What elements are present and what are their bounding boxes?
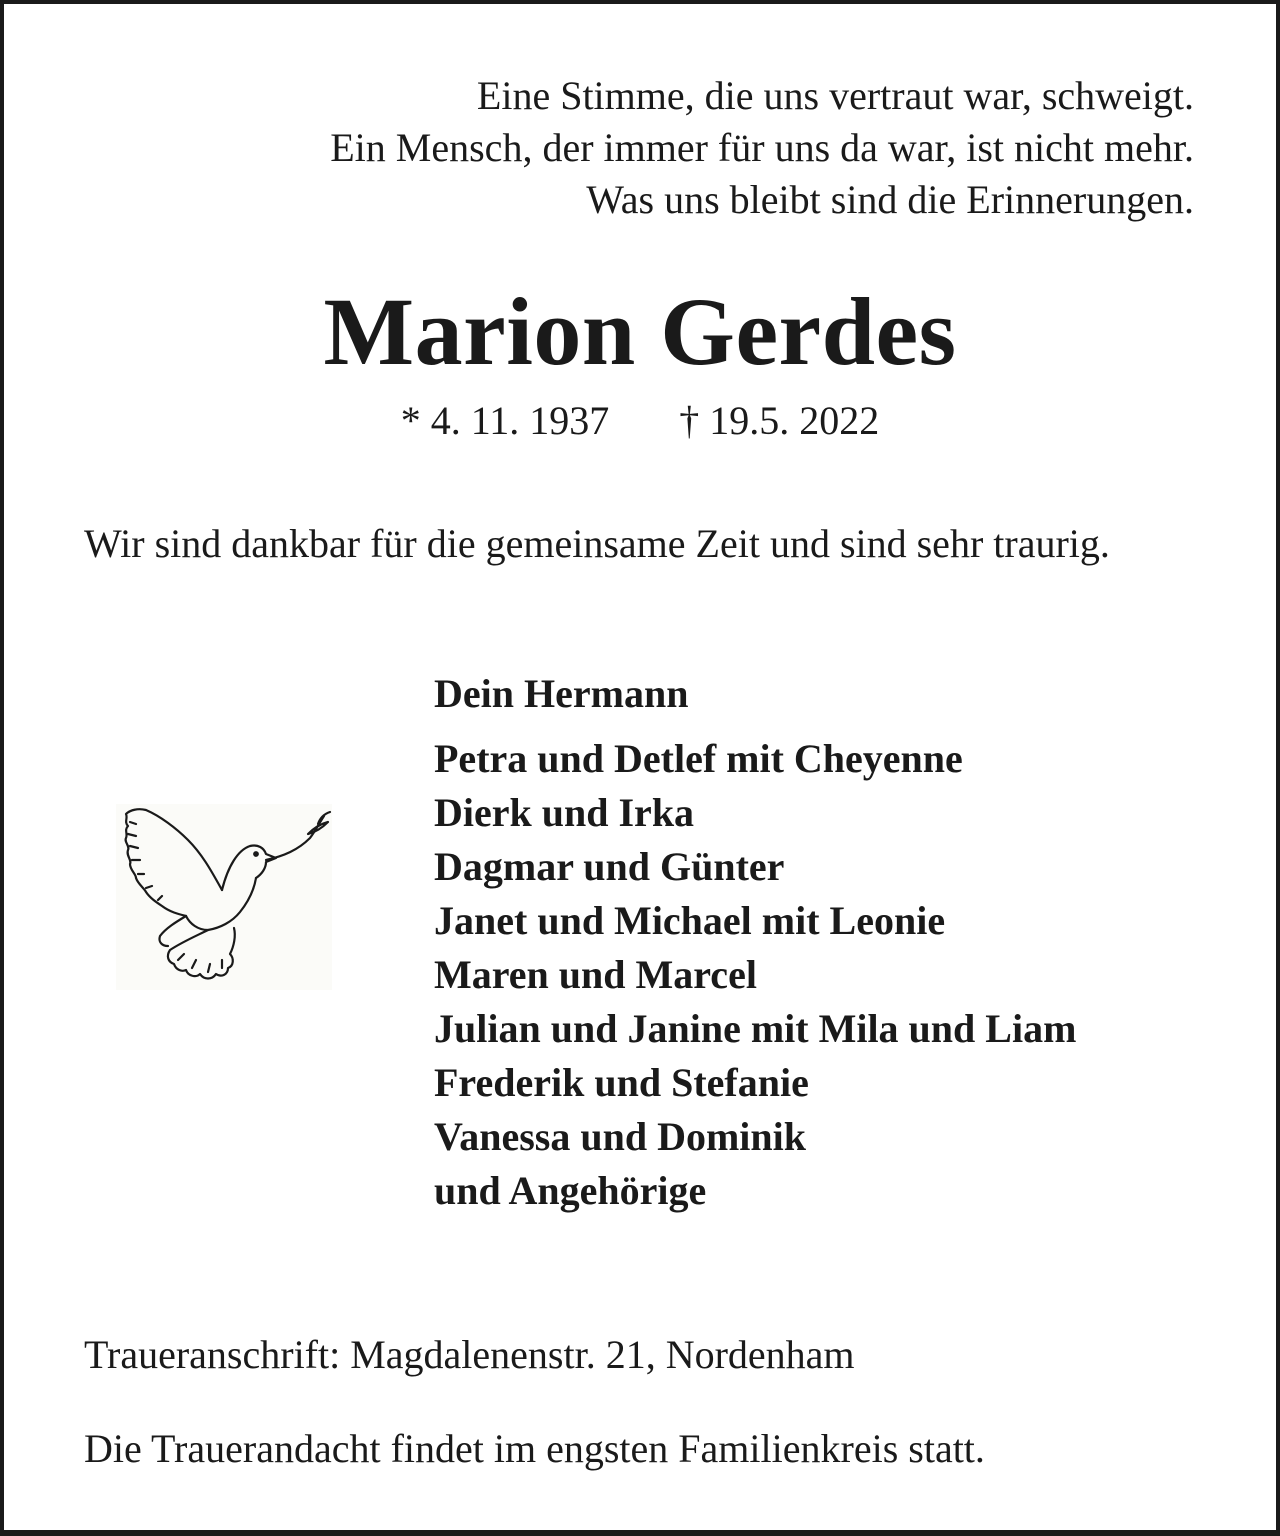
service-note: Die Trauerandacht findet im engsten Familienkreis statt. — [84, 1426, 985, 1471]
life-dates — [4, 396, 1276, 446]
mourner-name: und Angehörige — [434, 1168, 707, 1213]
mourners-list — [434, 668, 1076, 1218]
mourner-name: Maren und Marcel — [434, 952, 757, 997]
deceased-name: Marion Gerdes — [323, 278, 957, 385]
mourner-names — [434, 732, 1076, 1218]
mourner-name: Petra und Detlef mit Cheyenne — [434, 736, 963, 781]
thanks-text: Wir sind dankbar für die gemeinsame Zeit und sind sehr traurig. — [84, 521, 1110, 566]
mourner-name: Frederik und Stefanie — [434, 1060, 809, 1105]
birth-date: * 4. 11. 1937 — [400, 398, 610, 443]
death-date: † 19.5. 2022 — [679, 398, 880, 443]
mourner-spouse: Dein Hermann — [434, 671, 689, 716]
dove-icon — [116, 804, 332, 990]
mourning-address: Traueranschrift: Magdalenenstr. 21, Nordenham — [84, 1332, 855, 1377]
poem-line: Ein Mensch, der immer für uns da war, ist nicht mehr. — [330, 125, 1194, 170]
mourner-name: Janet und Michael mit Leonie — [434, 898, 946, 943]
mourner-name: Dagmar und Günter — [434, 844, 785, 889]
mourner-name: Julian und Janine mit Mila und Liam — [434, 1006, 1077, 1051]
mourner-name: Vanessa und Dominik — [434, 1114, 807, 1159]
poem-line: Was uns bleibt sind die Erinnerungen. — [586, 177, 1194, 222]
mourner-name: Dierk und Irka — [434, 790, 695, 835]
poem — [330, 70, 1194, 226]
poem-line: Eine Stimme, die uns vertraut war, schweigt. — [476, 73, 1194, 118]
